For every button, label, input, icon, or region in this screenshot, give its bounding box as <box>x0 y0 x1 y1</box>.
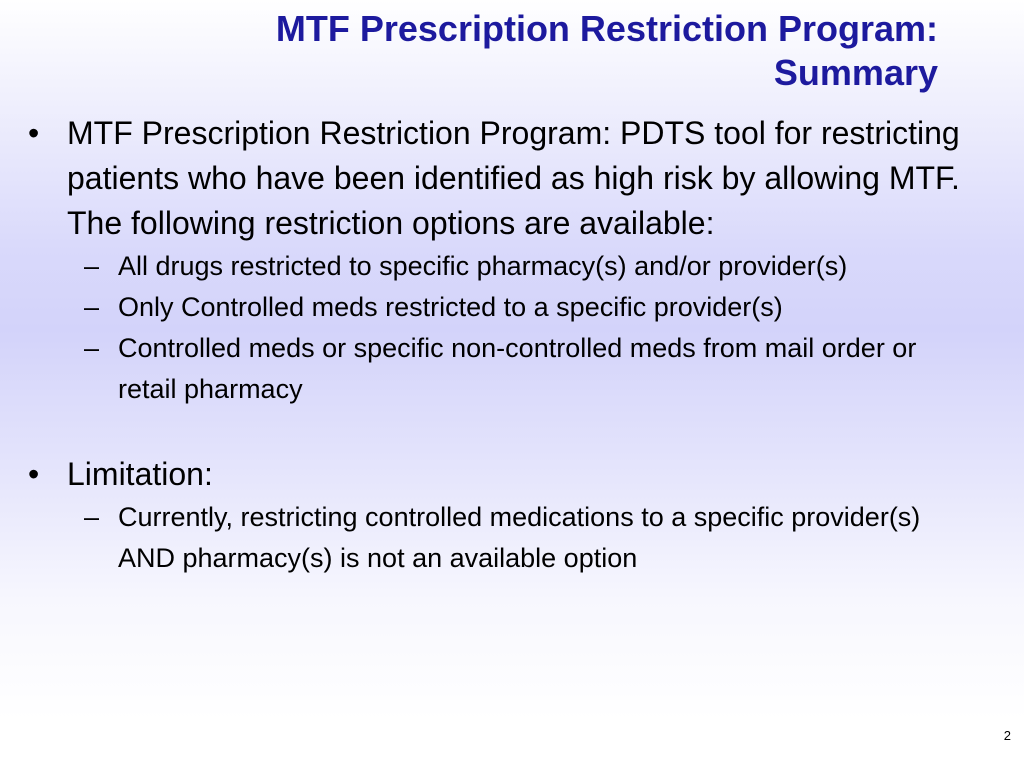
sub-bullet-text: Controlled meds or specific non-controlled meds from mail order or retail pharmacy <box>118 333 917 404</box>
sub-bullet-marker: – <box>84 292 100 322</box>
bullet-text: Limitation: <box>67 456 213 492</box>
slide-body <box>28 111 978 579</box>
sub-bullet-text: Currently, restricting controlled medications to a specific provider(s) AND pharmacy(s) is not an available option <box>118 502 921 573</box>
sub-bullet-mail-order <box>28 328 978 410</box>
sub-bullet-marker: – <box>84 333 100 363</box>
title-line-1: MTF Prescription Restriction Program: <box>275 8 938 49</box>
slide-title <box>178 7 938 95</box>
bullet-marker: • <box>28 456 40 492</box>
sub-bullet-limitation-detail <box>28 497 978 579</box>
sub-bullet-text: Only Controlled meds restricted to a specific provider(s) <box>118 292 783 322</box>
sub-bullet-marker: – <box>84 502 100 532</box>
bullet-marker: • <box>28 115 40 151</box>
sub-bullet-marker: – <box>84 251 100 281</box>
sub-bullet-all-drugs <box>28 246 978 287</box>
bullet-limitation <box>28 452 978 497</box>
page-number: 2 <box>1003 728 1011 743</box>
bullet-text: MTF Prescription Restriction Program: PDTS tool for restricting patients who have been identified as high risk by allowing MTF. The following restriction options are available: <box>67 115 960 241</box>
sub-bullet-text: All drugs restricted to specific pharmacy(s) and/or provider(s) <box>118 251 848 281</box>
spacer <box>28 410 978 452</box>
bullet-program <box>28 111 978 246</box>
sub-bullet-controlled-provider <box>28 287 978 328</box>
title-line-2: Summary <box>773 52 938 93</box>
